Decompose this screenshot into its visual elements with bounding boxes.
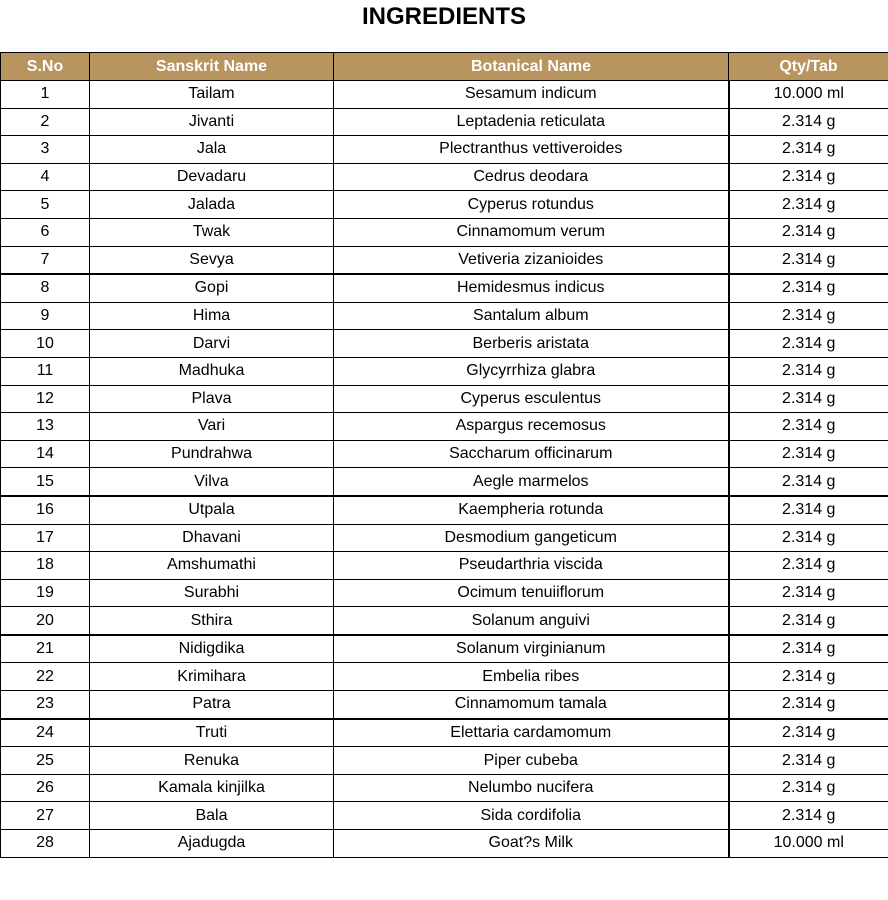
cell-sno: 9: [1, 302, 90, 330]
cell-sanskrit-name: Jivanti: [90, 108, 334, 136]
cell-sanskrit-name: Nidigdika: [90, 635, 334, 663]
cell-sanskrit-name: Ajadugda: [90, 830, 334, 858]
cell-sno: 12: [1, 385, 90, 413]
table-row: [1, 691, 888, 719]
cell-sanskrit-name: Tailam: [90, 81, 334, 109]
cell-botanical-name: Desmodium gangeticum: [334, 524, 729, 552]
cell-sanskrit-name: Twak: [90, 218, 334, 246]
cell-sno: 28: [1, 830, 90, 858]
cell-sanskrit-name: Bala: [90, 802, 334, 830]
cell-sno: 15: [1, 468, 90, 496]
cell-sanskrit-name: Renuka: [90, 747, 334, 775]
table-row: [1, 246, 888, 274]
cell-sanskrit-name: Utpala: [90, 496, 334, 524]
cell-sanskrit-name: Sthira: [90, 607, 334, 635]
cell-botanical-name: Kaempheria rotunda: [334, 496, 729, 524]
cell-qty: 2.314 g: [729, 413, 888, 441]
cell-sanskrit-name: Patra: [90, 691, 334, 719]
cell-sno: 2: [1, 108, 90, 136]
cell-sanskrit-name: Plava: [90, 385, 334, 413]
table-row: [1, 357, 888, 385]
cell-sno: 25: [1, 747, 90, 775]
cell-sno: 10: [1, 330, 90, 358]
table-row: [1, 524, 888, 552]
table-row: [1, 218, 888, 246]
cell-qty: 2.314 g: [729, 163, 888, 191]
cell-botanical-name: Cyperus esculentus: [334, 385, 729, 413]
cell-sno: 18: [1, 552, 90, 580]
cell-qty: 2.314 g: [729, 802, 888, 830]
table-row: [1, 774, 888, 802]
cell-botanical-name: Plectranthus vettiveroides: [334, 136, 729, 164]
cell-qty: 2.314 g: [729, 635, 888, 663]
cell-botanical-name: Cyperus rotundus: [334, 191, 729, 219]
cell-qty: 2.314 g: [729, 357, 888, 385]
table-row: [1, 413, 888, 441]
table-row: [1, 330, 888, 358]
table-row: [1, 274, 888, 302]
cell-botanical-name: Saccharum officinarum: [334, 440, 729, 468]
cell-sanskrit-name: Devadaru: [90, 163, 334, 191]
cell-sno: 16: [1, 496, 90, 524]
table-row: [1, 802, 888, 830]
cell-sanskrit-name: Dhavani: [90, 524, 334, 552]
cell-botanical-name: Vetiveria zizanioides: [334, 246, 729, 274]
table-row: [1, 81, 888, 109]
cell-sno: 5: [1, 191, 90, 219]
cell-qty: 2.314 g: [729, 607, 888, 635]
cell-qty: 2.314 g: [729, 774, 888, 802]
cell-botanical-name: Piper cubeba: [334, 747, 729, 775]
cell-sanskrit-name: Vilva: [90, 468, 334, 496]
cell-sno: 7: [1, 246, 90, 274]
cell-sno: 4: [1, 163, 90, 191]
cell-qty: 2.314 g: [729, 468, 888, 496]
cell-sanskrit-name: Jalada: [90, 191, 334, 219]
cell-sno: 11: [1, 357, 90, 385]
table-row: [1, 136, 888, 164]
cell-botanical-name: Berberis aristata: [334, 330, 729, 358]
table-row: [1, 385, 888, 413]
cell-qty: 2.314 g: [729, 108, 888, 136]
table-row: [1, 163, 888, 191]
cell-sno: 17: [1, 524, 90, 552]
table-row: [1, 635, 888, 663]
cell-botanical-name: Goat?s Milk: [334, 830, 729, 858]
cell-botanical-name: Hemidesmus indicus: [334, 274, 729, 302]
cell-sno: 22: [1, 663, 90, 691]
cell-botanical-name: Solanum virginianum: [334, 635, 729, 663]
cell-qty: 2.314 g: [729, 440, 888, 468]
cell-sanskrit-name: Vari: [90, 413, 334, 441]
cell-sno: 1: [1, 81, 90, 109]
cell-sno: 27: [1, 802, 90, 830]
table-row: [1, 302, 888, 330]
cell-sno: 6: [1, 218, 90, 246]
cell-sanskrit-name: Madhuka: [90, 357, 334, 385]
table-row: [1, 191, 888, 219]
cell-qty: 2.314 g: [729, 719, 888, 747]
table-row: [1, 552, 888, 580]
cell-qty: 2.314 g: [729, 191, 888, 219]
cell-qty: 2.314 g: [729, 385, 888, 413]
cell-botanical-name: Sida cordifolia: [334, 802, 729, 830]
cell-qty: 2.314 g: [729, 552, 888, 580]
cell-qty: 2.314 g: [729, 691, 888, 719]
cell-qty: 2.314 g: [729, 579, 888, 607]
cell-sno: 26: [1, 774, 90, 802]
cell-sno: 14: [1, 440, 90, 468]
table-header-row: [1, 53, 888, 81]
cell-botanical-name: Leptadenia reticulata: [334, 108, 729, 136]
table-row: [1, 830, 888, 858]
table-row: [1, 719, 888, 747]
cell-botanical-name: Cinnamomum verum: [334, 218, 729, 246]
cell-qty: 2.314 g: [729, 302, 888, 330]
cell-botanical-name: Elettaria cardamomum: [334, 719, 729, 747]
cell-qty: 2.314 g: [729, 246, 888, 274]
cell-sno: 19: [1, 579, 90, 607]
cell-botanical-name: Ocimum tenuiiflorum: [334, 579, 729, 607]
table-row: [1, 663, 888, 691]
cell-botanical-name: Aspargus recemosus: [334, 413, 729, 441]
cell-qty: 2.314 g: [729, 274, 888, 302]
cell-botanical-name: Solanum anguivi: [334, 607, 729, 635]
ingredients-table: [0, 52, 888, 858]
cell-botanical-name: Cinnamomum tamala: [334, 691, 729, 719]
table-body: [1, 81, 888, 858]
cell-sno: 21: [1, 635, 90, 663]
cell-sanskrit-name: Amshumathi: [90, 552, 334, 580]
cell-qty: 2.314 g: [729, 330, 888, 358]
cell-botanical-name: Glycyrrhiza glabra: [334, 357, 729, 385]
cell-sno: 24: [1, 719, 90, 747]
cell-sanskrit-name: Sevya: [90, 246, 334, 274]
table-row: [1, 108, 888, 136]
cell-sanskrit-name: Gopi: [90, 274, 334, 302]
cell-sanskrit-name: Truti: [90, 719, 334, 747]
page-title: INGREDIENTS: [361, 3, 526, 30]
table-row: [1, 468, 888, 496]
cell-qty: 2.314 g: [729, 136, 888, 164]
header-sno: S.No: [1, 53, 90, 81]
cell-botanical-name: Aegle marmelos: [334, 468, 729, 496]
cell-sno: 13: [1, 413, 90, 441]
cell-botanical-name: Nelumbo nucifera: [334, 774, 729, 802]
cell-botanical-name: Embelia ribes: [334, 663, 729, 691]
cell-sanskrit-name: Hima: [90, 302, 334, 330]
cell-sanskrit-name: Darvi: [90, 330, 334, 358]
cell-sanskrit-name: Jala: [90, 136, 334, 164]
cell-qty: 2.314 g: [729, 524, 888, 552]
cell-sanskrit-name: Surabhi: [90, 579, 334, 607]
cell-qty: 10.000 ml: [729, 81, 888, 109]
table-row: [1, 440, 888, 468]
header-sanskrit-name: Sanskrit Name: [90, 53, 334, 81]
cell-botanical-name: Santalum album: [334, 302, 729, 330]
cell-qty: 2.314 g: [729, 747, 888, 775]
cell-sanskrit-name: Pundrahwa: [90, 440, 334, 468]
table-row: [1, 496, 888, 524]
header-qty-per-tab: Qty/Tab: [729, 53, 888, 81]
cell-sno: 20: [1, 607, 90, 635]
cell-botanical-name: Cedrus deodara: [334, 163, 729, 191]
header-botanical-name: Botanical Name: [334, 53, 729, 81]
cell-sno: 23: [1, 691, 90, 719]
cell-qty: 2.314 g: [729, 496, 888, 524]
cell-sno: 3: [1, 136, 90, 164]
table-row: [1, 607, 888, 635]
cell-qty: 10.000 ml: [729, 830, 888, 858]
cell-sanskrit-name: Kamala kinjilka: [90, 774, 334, 802]
cell-qty: 2.314 g: [729, 218, 888, 246]
cell-sanskrit-name: Krimihara: [90, 663, 334, 691]
cell-botanical-name: Pseudarthria viscida: [334, 552, 729, 580]
table-row: [1, 579, 888, 607]
cell-botanical-name: Sesamum indicum: [334, 81, 729, 109]
table-row: [1, 747, 888, 775]
cell-sno: 8: [1, 274, 90, 302]
cell-qty: 2.314 g: [729, 663, 888, 691]
